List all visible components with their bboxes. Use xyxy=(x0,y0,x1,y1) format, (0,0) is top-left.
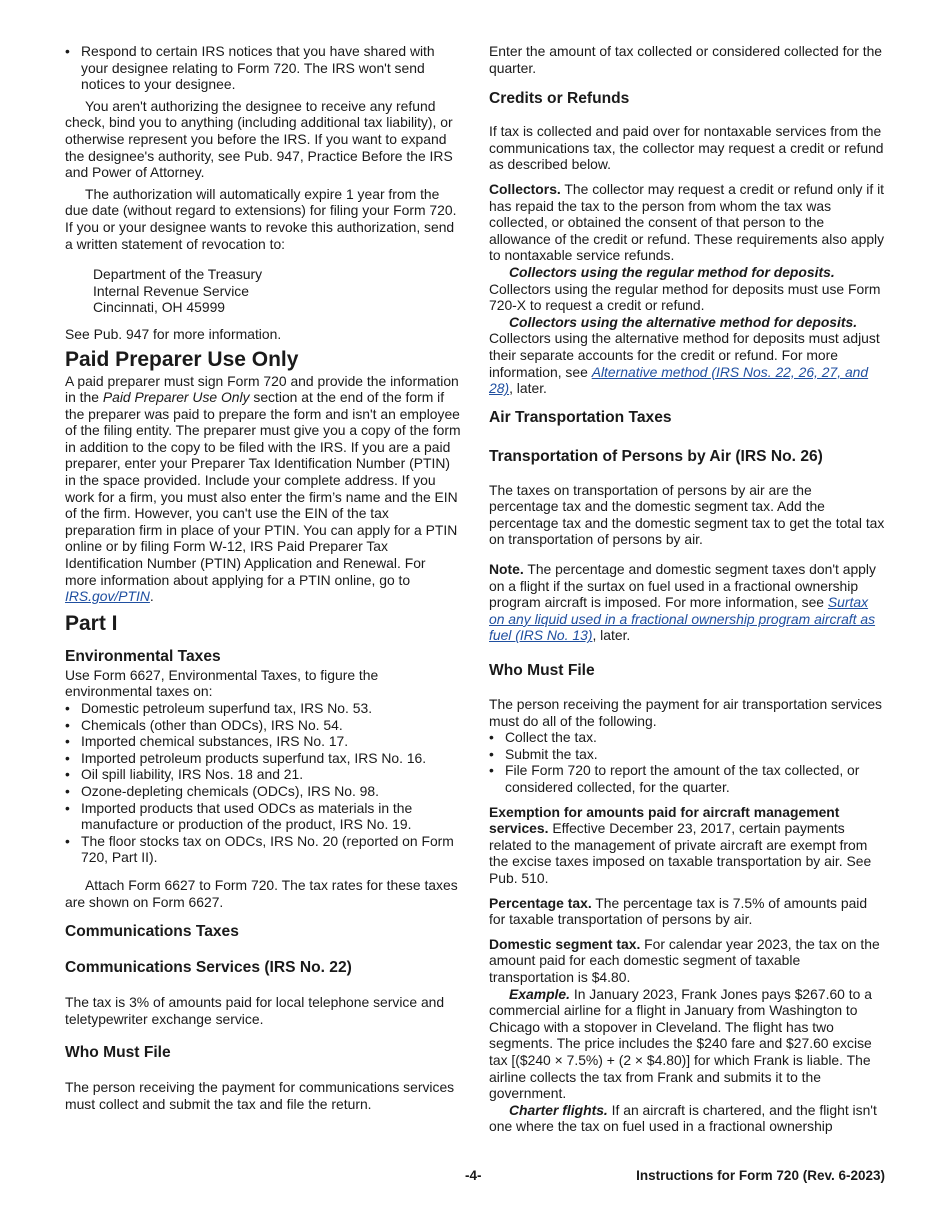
page-number: -4- xyxy=(465,1168,482,1183)
credits-text: If tax is collected and paid over for nontaxable services from the communications tax, the collector may request a credit or refund as described below. xyxy=(489,123,884,173)
domestic-segment-paragraph: Domestic segment tax. For calendar year 2023, the tax on the amount paid for each domestic segment of taxable transportation is $4.80. xyxy=(489,935,880,985)
list-item: • Chemicals (other than ODCs), IRS No. 54. xyxy=(65,717,461,734)
alternative-method-label: Collectors using the alternative method for deposits. xyxy=(509,313,858,330)
communications-services-heading: Communications Services (IRS No. 22) xyxy=(65,959,352,977)
list-item: • Respond to certain IRS notices that you have shared with your designee relating to Form 720. The IRS won't send notices to your designee. xyxy=(65,43,461,93)
list-item: • Imported chemical substances, IRS No. 17. xyxy=(65,733,461,750)
left-column xyxy=(65,43,461,1113)
list-item: • Imported products that used ODCs as materials in the manufacture or production of the product, IRS No. 19. xyxy=(65,800,461,833)
enter-amount-text: Enter the amount of tax collected or considered collected for the quarter. xyxy=(489,43,883,76)
who-must-file-intro: The person receiving the payment for air transportation services must do all of the following. xyxy=(489,696,882,729)
percentage-tax-paragraph: Percentage tax. The percentage tax is 7.5% of amounts paid for taxable transportation of persons by air. xyxy=(489,894,868,928)
communications-tax-text: The tax is 3% of amounts paid for local telephone service and teletypewriter exchange service. xyxy=(65,994,445,1027)
paragraph-expire: The authorization will automatically expire 1 year from the due date (without regard to extensions) for filing your Form 720. If you or your designee wants to revoke this authorization, send a written statement of revocation to: xyxy=(65,185,457,252)
paid-preparer-text: A paid preparer must sign Form 720 and provide the information in the Paid Preparer Use Only section at the end of the form if the preparer was paid to prepare the form and isn't an employee of the filing entity. The preparer must give you a copy of the form in addition to the copy to be filed with the IRS. If you are a paid preparer, enter your Preparer Tax Identification Number (PTIN) in the space provided. Include your complete address. If you work for a firm, you must also enter the firm’s name and the EIN of the firm. However, you can't use the EIN of the tax preparation firm in place of your PTIN. You can apply for a PTIN online or by filing Form W-12, IRS Paid Preparer Tax Identification Number (PTIN) Application and Renewal. For more information about applying for a PTIN online, go to IRS.gov/PTIN. xyxy=(65,372,461,605)
example-paragraph: Example. In January 2023, Frank Jones pays $267.60 to a commercial airline for a flight in January from Washington to Chicago with a stopover in Cleveland. The flight has two segments. The price includes the $240 fare and $27.60 excise tax [($240 × 7.5%) + (2 × $4.80)] for which Frank is liable. The airline collects the tax from Frank and submits it to the government. xyxy=(489,985,872,1102)
environmental-taxes-heading: Environmental Taxes xyxy=(65,647,221,665)
alternative-method-text: Collectors using the alternative method for deposits must adjust their separate accounts for the credit or refund. For more information, see Alternative method (IRS Nos. 22, 26, 27, and 28), later. xyxy=(489,330,880,397)
alternative-method-link[interactable]: Alternative method (IRS Nos. 22, 26, 27, and 28) xyxy=(489,363,869,397)
regular-method-text: Collectors using the regular method for deposits must use Form 720-X to request a credit or refund. xyxy=(489,280,881,314)
footer-title: Instructions for Form 720 (Rev. 6-2023) xyxy=(636,1168,885,1183)
list-item: • Ozone-depleting chemicals (ODCs), IRS No. 98. xyxy=(65,783,461,800)
who-must-file-heading-air: Who Must File xyxy=(489,662,595,680)
list-item: • File Form 720 to report the amount of the tax collected, or considered collected, for the quarter. xyxy=(489,762,885,795)
collectors-paragraph: Collectors. The collector may request a credit or refund only if it has repaid the tax to the person from whom the tax was collected, or obtained the consent of that person to the allowance of the credit or refund. These requirements also apply to nontaxable service refunds. xyxy=(489,180,885,264)
list-item: • Collect the tax. xyxy=(489,729,885,746)
mailing-address xyxy=(65,266,461,316)
surtax-link[interactable]: Surtax on any liquid used in a fractional ownership program aircraft as fuel (IRS No. 13) xyxy=(489,594,876,644)
who-must-file-heading: Who Must File xyxy=(65,1044,171,1062)
list-item: • Domestic petroleum superfund tax, IRS No. 53. xyxy=(65,700,461,717)
address-line: Department of the Treasury xyxy=(93,266,263,283)
list-item: • Submit the tax. xyxy=(489,746,885,763)
part-i-heading: Part I xyxy=(65,611,118,635)
exemption-paragraph: Exemption for amounts paid for aircraft management services. Effective December 23, 2017, certain payments related to the management of private aircraft are exempt from the excise taxes imposed on taxable transportation by air. See Pub. 510. xyxy=(489,803,872,886)
regular-method-label: Collectors using the regular method for deposits. xyxy=(509,263,835,280)
paragraph-not-authorizing: You aren't authorizing the designee to receive any refund check, bind you to anything (including additional tax liability), or otherwise represent you before the IRS. If you want to expand the designee's authority, see Pub. 947, Practice Before the IRS and Power of Attorney. xyxy=(65,97,453,181)
persons-by-air-text: The taxes on transportation of persons by air are the percentage tax and the domestic segment tax. Add the percentage tax and the domestic segment tax to get the total tax on transportation of persons by air. xyxy=(489,481,885,548)
persons-by-air-heading: Transportation of Persons by Air (IRS No. 26) xyxy=(489,447,823,465)
list-item: • The floor stocks tax on ODCs, IRS No. 20 (reported on Form 720, Part II). xyxy=(65,833,461,866)
communications-taxes-heading: Communications Taxes xyxy=(65,923,239,941)
attach-6627: Attach Form 6627 to Form 720. The tax rates for these taxes are shown on Form 6627. xyxy=(65,876,458,910)
address-line: Cincinnati, OH 45999 xyxy=(93,299,226,316)
credits-refunds-heading: Credits or Refunds xyxy=(489,90,630,108)
see-pub-947: See Pub. 947 for more information. xyxy=(65,325,282,342)
address-line: Internal Revenue Service xyxy=(93,282,249,299)
paid-preparer-heading: Paid Preparer Use Only xyxy=(65,347,299,371)
charter-flights-paragraph: Charter flights. If an aircraft is chartered, and the flight isn't one where the tax on fuel used in a fractional ownership xyxy=(489,1101,877,1135)
environmental-intro: Use Form 6627, Environmental Taxes, to figure the environmental taxes on: xyxy=(65,666,379,700)
list-item: • Imported petroleum products superfund tax, IRS No. 16. xyxy=(65,750,461,767)
air-transportation-heading: Air Transportation Taxes xyxy=(489,408,672,426)
ptin-link[interactable]: IRS.gov/PTIN xyxy=(65,588,150,605)
right-column xyxy=(489,43,885,1135)
note-paragraph: Note. The percentage and domestic segment taxes don't apply on a flight if the surtax on fuel used in a fractional ownership program aircraft is imposed. For more information, see Surtax on any liquid used in a fractional ownership program aircraft as fuel (IRS No. 13), later. xyxy=(489,561,876,644)
communications-who-text: The person receiving the payment for communications services must collect and submit the tax and file the return. xyxy=(65,1079,455,1112)
list-item: • Oil spill liability, IRS Nos. 18 and 21. xyxy=(65,766,461,783)
